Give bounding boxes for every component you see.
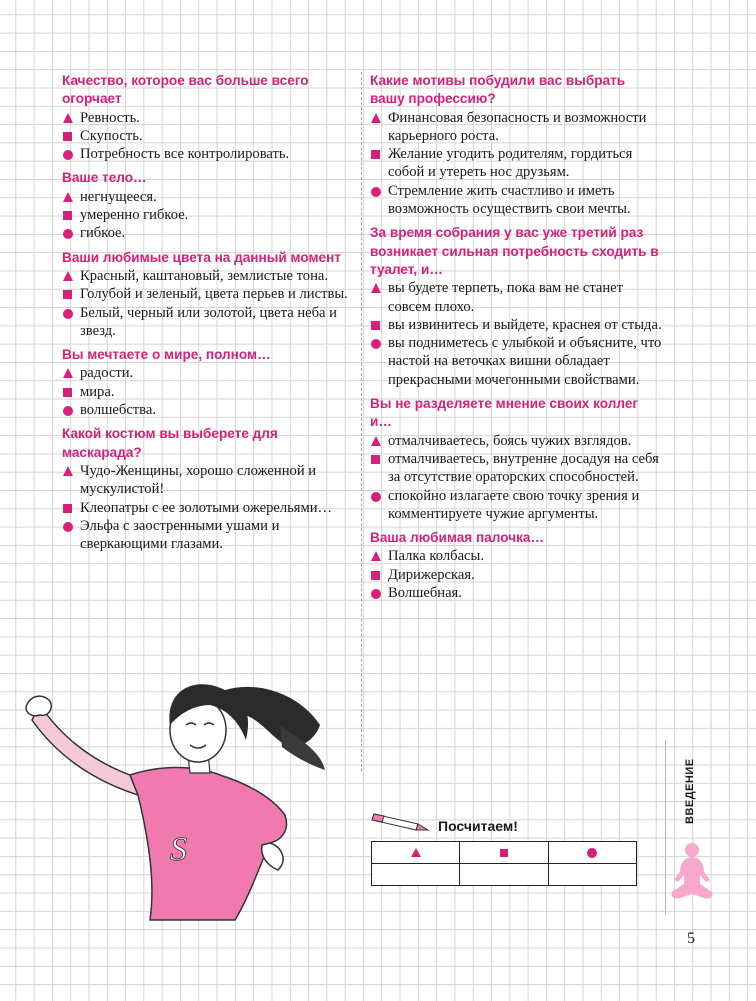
answer-text: вы будете терпеть, пока вам не станет совсем плохо. (388, 280, 624, 315)
right-column (370, 72, 662, 602)
circle-icon (371, 187, 381, 197)
answer-option (370, 584, 662, 602)
square-icon (371, 455, 380, 464)
answer-option (370, 450, 662, 487)
count-cell-circle[interactable] (548, 864, 636, 886)
answer-option (62, 285, 352, 303)
triangle-icon (63, 113, 73, 123)
circle-icon (63, 309, 73, 319)
circle-icon (63, 406, 73, 416)
section-label: ВВЕДЕНИЕ (684, 758, 696, 824)
answer-option (62, 267, 352, 285)
square-icon (63, 504, 72, 513)
answer-text: Красный, каштановый, землистые тона. (80, 267, 329, 284)
answer-text: мира. (80, 383, 115, 400)
answer-text: Палка колбасы. (388, 548, 484, 565)
answer-text: отмалчиваетесь, боясь чужих взглядов. (388, 432, 632, 449)
triangle-icon (371, 283, 381, 293)
square-icon (63, 290, 72, 299)
question-heading: Ваша любимая палочка… (370, 530, 545, 546)
answer-text: Желание угодить родителям, гордиться собой и утереть нос друзьям. (388, 146, 633, 181)
square-icon (63, 211, 72, 220)
answer-text: вы извинитесь и выйдете, краснея от стыда. (388, 316, 662, 333)
question-heading: За время собрания у вас уже третий раз возникает сильная потребность сходить в туалет, и… (370, 225, 659, 277)
answer-text: Стремление жить счастливо и иметь возможность осуществить свои мечты. (388, 182, 631, 218)
column-divider (361, 72, 362, 772)
square-icon (371, 150, 380, 159)
question-heading: Вы мечтаете о мире, полном… (62, 347, 271, 363)
answer-text: волшебства. (80, 402, 156, 419)
question-heading: Ваши любимые цвета на данный момент (62, 249, 341, 265)
triangle-icon (63, 368, 73, 378)
answer-option (370, 316, 662, 334)
answer-option (62, 109, 352, 127)
answer-text: умеренно гибкое. (80, 207, 189, 224)
answer-option (370, 547, 662, 565)
answer-option (370, 566, 662, 584)
count-header-circle (548, 842, 636, 864)
count-header-triangle (372, 842, 460, 864)
answer-option (370, 487, 662, 524)
answer-option (370, 145, 662, 182)
answer-text: Чудо-Женщины, хорошо сложенной и мускулистой! (80, 462, 317, 498)
answer-option (370, 279, 662, 316)
triangle-icon (371, 551, 381, 561)
answer-text: отмалчиваетесь, внутренне досадуя на себя за отсутствие ораторских способностей. (388, 450, 659, 486)
question-heading: Какие мотивы побудили вас выбрать вашу профессию? (370, 73, 626, 107)
answer-option (62, 517, 352, 554)
answer-text: Белый, черный или золотой, цвета неба и звезд. (80, 304, 337, 339)
count-title: Посчитаем! (438, 818, 518, 834)
triangle-icon (63, 466, 73, 476)
circle-icon (63, 229, 73, 239)
square-icon (63, 132, 72, 141)
square-icon (371, 321, 380, 330)
answer-option (62, 224, 352, 242)
circle-icon (371, 589, 381, 599)
circle-icon (371, 339, 381, 349)
count-cell-triangle[interactable] (372, 864, 460, 886)
answer-option (370, 432, 662, 450)
triangle-icon (411, 848, 421, 857)
answer-text: Дирижерская. (388, 566, 475, 583)
answer-option (62, 127, 352, 145)
triangle-icon (371, 113, 381, 123)
answer-option (370, 182, 662, 219)
answer-text: Эльфа с заостренными ушами и сверкающими глазами. (80, 517, 280, 553)
answer-option (62, 401, 352, 419)
count-cell-square[interactable] (460, 864, 548, 886)
answer-text: вы подниметесь с улыбкой и объясните, что настой на веточках вишни обладает прекрасными мочегонными свойствами. (388, 335, 662, 388)
answer-text: Скупость. (80, 127, 143, 144)
triangle-icon (63, 192, 73, 202)
answer-text: Клеопатры с ее золотыми ожерельями… (80, 499, 333, 516)
pencil-icon (370, 808, 430, 834)
triangle-icon (63, 271, 73, 281)
answer-text: спокойно излагаете свою точку зрения и комментируете чужие аргументы. (388, 487, 640, 522)
answer-text: гибкое. (80, 225, 126, 242)
page-number: 5 (687, 930, 695, 947)
svg-text:S: S (170, 831, 187, 868)
answer-text: Ревность. (80, 109, 140, 126)
circle-icon (371, 492, 381, 502)
question-heading: Качество, которое вас больше всего огорчает (62, 73, 309, 107)
question-heading: Ваше тело… (62, 170, 147, 186)
count-value-row (372, 864, 637, 886)
answer-option (62, 462, 352, 499)
square-icon (500, 849, 508, 857)
answer-text: негнущееся. (80, 188, 157, 205)
answer-option (370, 109, 662, 146)
question-heading: Вы не разделяете мнение своих коллег и… (370, 396, 639, 430)
answer-option (62, 145, 352, 163)
answer-option (370, 334, 662, 389)
answer-text: радости. (80, 365, 134, 382)
answer-option (62, 383, 352, 401)
answer-option (62, 304, 352, 341)
answer-text: Потребность все контролировать. (80, 146, 290, 163)
meditating-figure-icon (664, 840, 720, 904)
circle-icon (587, 848, 597, 858)
circle-icon (63, 150, 73, 160)
answer-option (62, 206, 352, 224)
girl-illustration (20, 665, 340, 925)
count-table (371, 841, 637, 886)
circle-icon (63, 522, 73, 532)
answer-option (62, 499, 352, 517)
square-icon (63, 388, 72, 397)
answer-text: Голубой и зеленый, цвета перьев и листвы. (80, 286, 348, 303)
answer-option (62, 364, 352, 382)
triangle-icon (371, 436, 381, 446)
square-icon (371, 571, 380, 580)
answer-option (62, 188, 352, 206)
question-heading: Какой костюм вы выберете для маскарада? (62, 426, 278, 460)
answer-text: Финансовая безопасность и возможности карьерного роста. (388, 109, 647, 144)
left-column (62, 72, 352, 553)
answer-text: Волшебная. (388, 585, 462, 602)
count-header-square (460, 842, 548, 864)
count-header-row (372, 842, 637, 864)
